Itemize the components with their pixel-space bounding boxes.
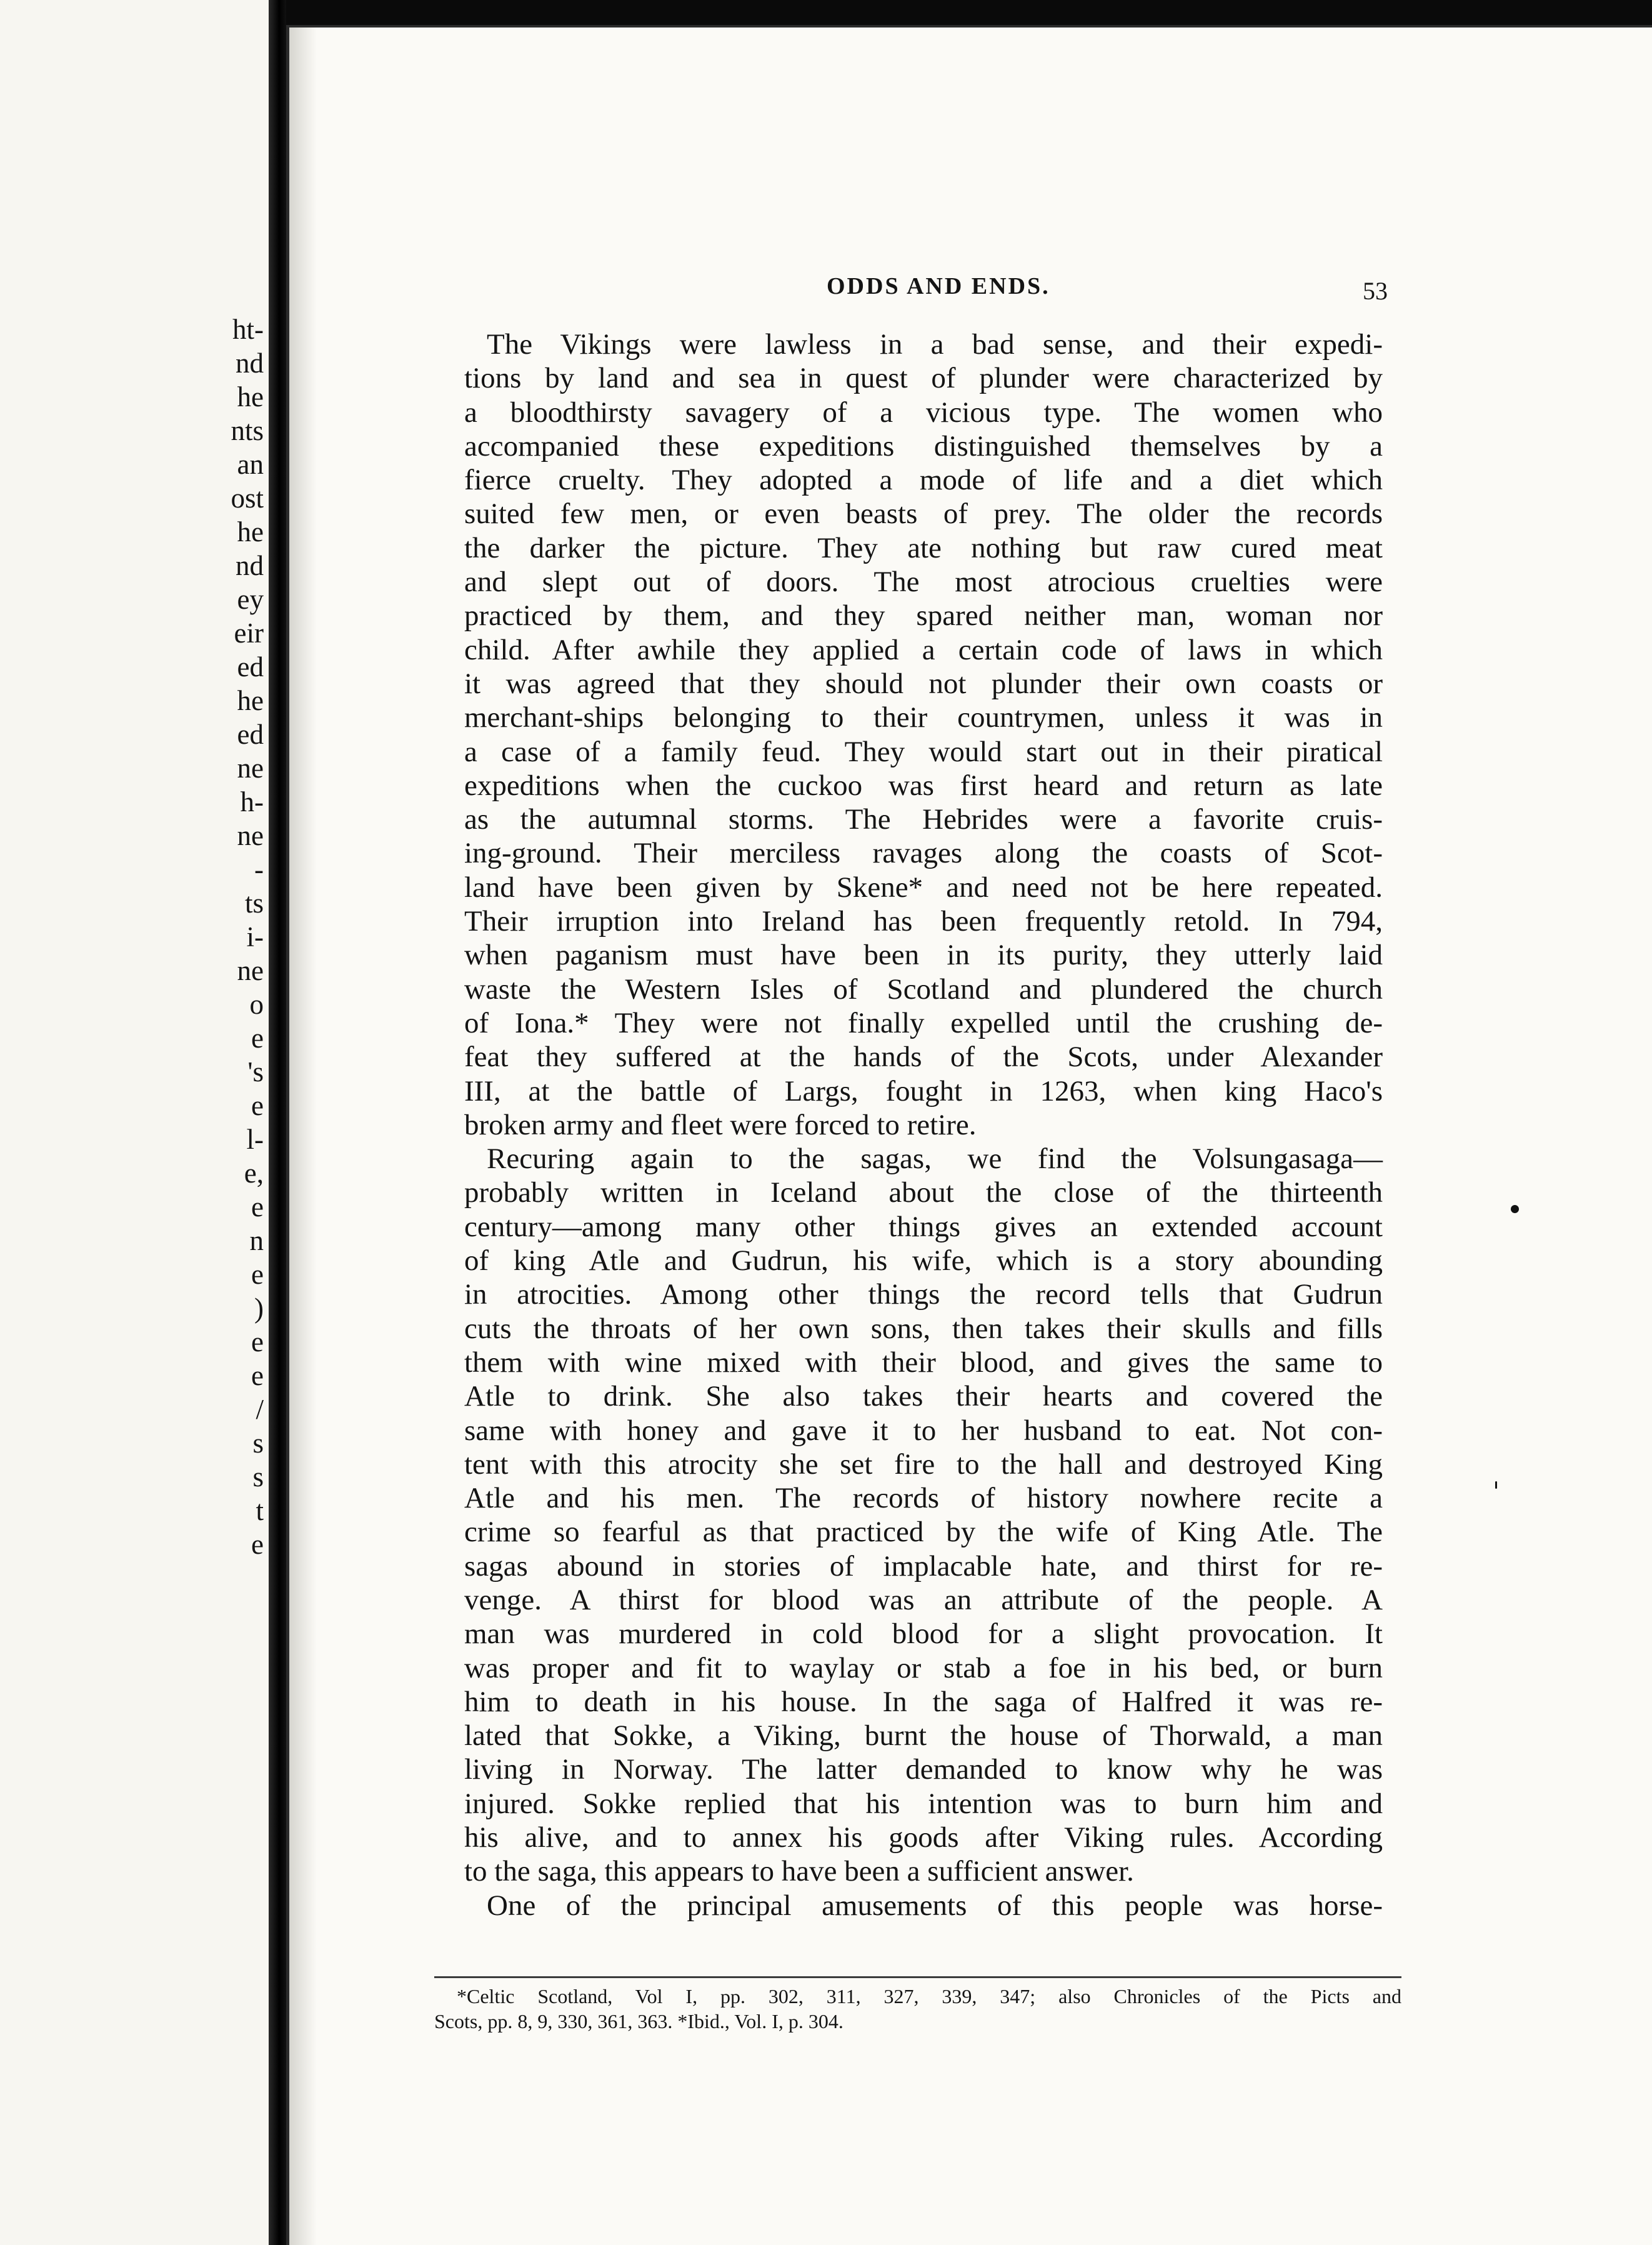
page-number: 53 bbox=[1363, 277, 1388, 305]
text-line: practiced by them, and they spared neither man, woman nor bbox=[464, 599, 1383, 632]
fragment: ne bbox=[237, 955, 264, 986]
text-line: accompanied these expeditions distinguished themselves by a bbox=[464, 429, 1383, 462]
fragment: ost bbox=[231, 482, 264, 514]
text-line: of Iona.* They were not finally expelled until the crushing de- bbox=[464, 1006, 1383, 1039]
fragment: n bbox=[249, 1225, 264, 1256]
body-text bbox=[464, 328, 1383, 1922]
fragment: ed bbox=[237, 719, 264, 750]
text-line: living in Norway. The latter demanded to know why he was bbox=[464, 1753, 1383, 1786]
text-line: them with wine mixed with their blood, and gives the same to bbox=[464, 1346, 1383, 1379]
text-line: waste the Western Isles of Scotland and plundered the church bbox=[464, 972, 1383, 1006]
previous-page bbox=[0, 0, 269, 2245]
text-line: the darker the picture. They ate nothing but raw cured meat bbox=[464, 531, 1383, 564]
current-page bbox=[286, 25, 1652, 2245]
text-line: it was agreed that they should not plunder their own coasts or bbox=[464, 667, 1383, 700]
text-line: tions by land and sea in quest of plunder were characterized by bbox=[464, 362, 1383, 395]
fragment: ne bbox=[237, 820, 264, 851]
fragment: nts bbox=[231, 415, 264, 446]
fragment: s bbox=[252, 1461, 264, 1492]
text-line: him to death in his house. In the saga of Halfred it was re- bbox=[464, 1685, 1383, 1718]
text-line: a bloodthirsty savagery of a vicious type. The women who bbox=[464, 396, 1383, 429]
running-head: ODDS AND ENDS. bbox=[827, 273, 1050, 299]
text-line: ing-ground. Their merciless ravages along the coasts of Scot- bbox=[464, 837, 1383, 870]
fragment: he bbox=[237, 381, 264, 412]
fragment: t bbox=[256, 1495, 264, 1526]
text-line: merchant-ships belonging to their countrymen, unless it was in bbox=[464, 701, 1383, 734]
fragment: e bbox=[251, 1259, 264, 1290]
text-line: Their irruption into Ireland has been frequently retold. In 794, bbox=[464, 905, 1383, 938]
text-line: cuts the throats of her own sons, then takes their skulls and fills bbox=[464, 1312, 1383, 1345]
text-line: to the saga, this appears to have been a sufficient answer. bbox=[464, 1855, 1134, 1888]
text-line: Atle to drink. She also takes their hearts and covered the bbox=[464, 1380, 1383, 1413]
fragment: / bbox=[256, 1394, 264, 1425]
fragment: ed bbox=[237, 651, 264, 682]
text-line: and slept out of doors. The most atrocious cruelties were bbox=[464, 566, 1383, 599]
fragment: ht- bbox=[232, 314, 264, 345]
text-line: fierce cruelty. They adopted a mode of life and a diet which bbox=[464, 464, 1383, 497]
text-line: broken army and fleet were forced to retire. bbox=[464, 1108, 977, 1141]
text-line: man was murdered in cold blood for a slight provocation. It bbox=[464, 1618, 1383, 1651]
footnote-line: Scots, pp. 8, 9, 330, 361, 363. *Ibid., Vol. I, p. 304. bbox=[434, 2010, 843, 2032]
text-line: probably written in Iceland about the close of the thirteenth bbox=[464, 1176, 1383, 1209]
fragment: an bbox=[237, 449, 264, 480]
fragment: eir bbox=[234, 618, 264, 649]
footnotes bbox=[434, 1984, 1401, 2034]
fragment: he bbox=[237, 516, 264, 548]
text-line: crime so fearful as that practiced by the wife of King Atle. The bbox=[464, 1516, 1383, 1549]
text-line: expeditions when the cuckoo was first heard and return as late bbox=[464, 769, 1383, 802]
fragment: e bbox=[251, 1326, 264, 1358]
fragment: he bbox=[237, 685, 264, 716]
scan-speck bbox=[1511, 1205, 1519, 1213]
text-line: injured. Sokke replied that his intention was to burn him and bbox=[464, 1787, 1383, 1820]
fragment: o bbox=[249, 989, 264, 1020]
fragment: ne bbox=[237, 752, 264, 784]
scan-speck bbox=[1495, 1481, 1497, 1489]
text-line: in atrocities. Among other things the record tells that Gudrun bbox=[464, 1278, 1383, 1311]
text-line: One of the principal amusements of this people was horse- bbox=[487, 1889, 1383, 1922]
fragment: h- bbox=[240, 786, 264, 818]
text-line: of king Atle and Gudrun, his wife, which is a story abounding bbox=[464, 1244, 1383, 1278]
text-line: his alive, and to annex his goods after Viking rules. According bbox=[464, 1821, 1383, 1854]
text-line: venge. A thirst for blood was an attribute of the people. A bbox=[464, 1583, 1383, 1616]
text-line: when paganism must have been in its purity, they utterly laid bbox=[464, 939, 1383, 972]
fragment: nd bbox=[236, 348, 264, 379]
fragment: ts bbox=[244, 888, 264, 919]
fragment: e bbox=[251, 1360, 264, 1391]
text-line: same with honey and gave it to her husband to eat. Not con- bbox=[464, 1414, 1383, 1447]
text-line: was proper and fit to waylay or stab a foe in his bed, or burn bbox=[464, 1651, 1383, 1684]
text-line: century—among many other things gives an extended account bbox=[464, 1210, 1383, 1243]
fragment: e bbox=[251, 1090, 264, 1121]
fragment: e bbox=[251, 1191, 264, 1222]
text-line: sagas abound in stories of implacable hate, and thirst for re- bbox=[464, 1549, 1383, 1582]
fragment: 's bbox=[247, 1056, 264, 1088]
fragment: ) bbox=[254, 1292, 264, 1324]
previous-page-text-fragments bbox=[176, 312, 264, 1561]
fragment: i- bbox=[246, 921, 264, 952]
fragment: s bbox=[252, 1428, 264, 1459]
text-line: Recuring again to the sagas, we find the Volsungasaga— bbox=[487, 1142, 1383, 1176]
text-line: suited few men, or even beasts of prey. The older the records bbox=[464, 498, 1383, 531]
text-line: The Vikings were lawless in a bad sense, and their expedi- bbox=[487, 328, 1383, 361]
text-line: land have been given by Skene* and need not be here repeated. bbox=[464, 871, 1383, 904]
footnote-line: *Celtic Scotland, Vol I, pp. 302, 311, 327, 339, 347; also Chronicles of the Picts and bbox=[457, 1985, 1401, 2008]
fragment: e bbox=[251, 1022, 264, 1054]
text-line: a case of a family feud. They would start out in their piratical bbox=[464, 735, 1383, 768]
fragment: e bbox=[251, 1529, 264, 1560]
fragment: l- bbox=[246, 1124, 264, 1155]
text-line: tent with this atrocity she set fire to the hall and destroyed King bbox=[464, 1448, 1383, 1481]
text-line: child. After awhile they applied a certain code of laws in which bbox=[464, 633, 1383, 666]
fragment: - bbox=[254, 854, 264, 885]
fragment: ey bbox=[237, 584, 264, 615]
text-line: Atle and his men. The records of history nowhere recite a bbox=[464, 1482, 1383, 1515]
fragment: nd bbox=[236, 550, 264, 581]
text-line: feat they suffered at the hands of the Scots, under Alexander bbox=[464, 1041, 1383, 1074]
text-line: III, at the battle of Largs, fought in 1263, when king Haco's bbox=[464, 1074, 1383, 1108]
footnote-rule bbox=[434, 1976, 1401, 1978]
book-gutter bbox=[269, 0, 286, 2245]
fragment: e, bbox=[244, 1158, 264, 1189]
text-line: lated that Sokke, a Viking, burnt the house of Thorwald, a man bbox=[464, 1719, 1383, 1752]
text-line: as the autumnal storms. The Hebrides were a favorite cruis- bbox=[464, 803, 1383, 836]
